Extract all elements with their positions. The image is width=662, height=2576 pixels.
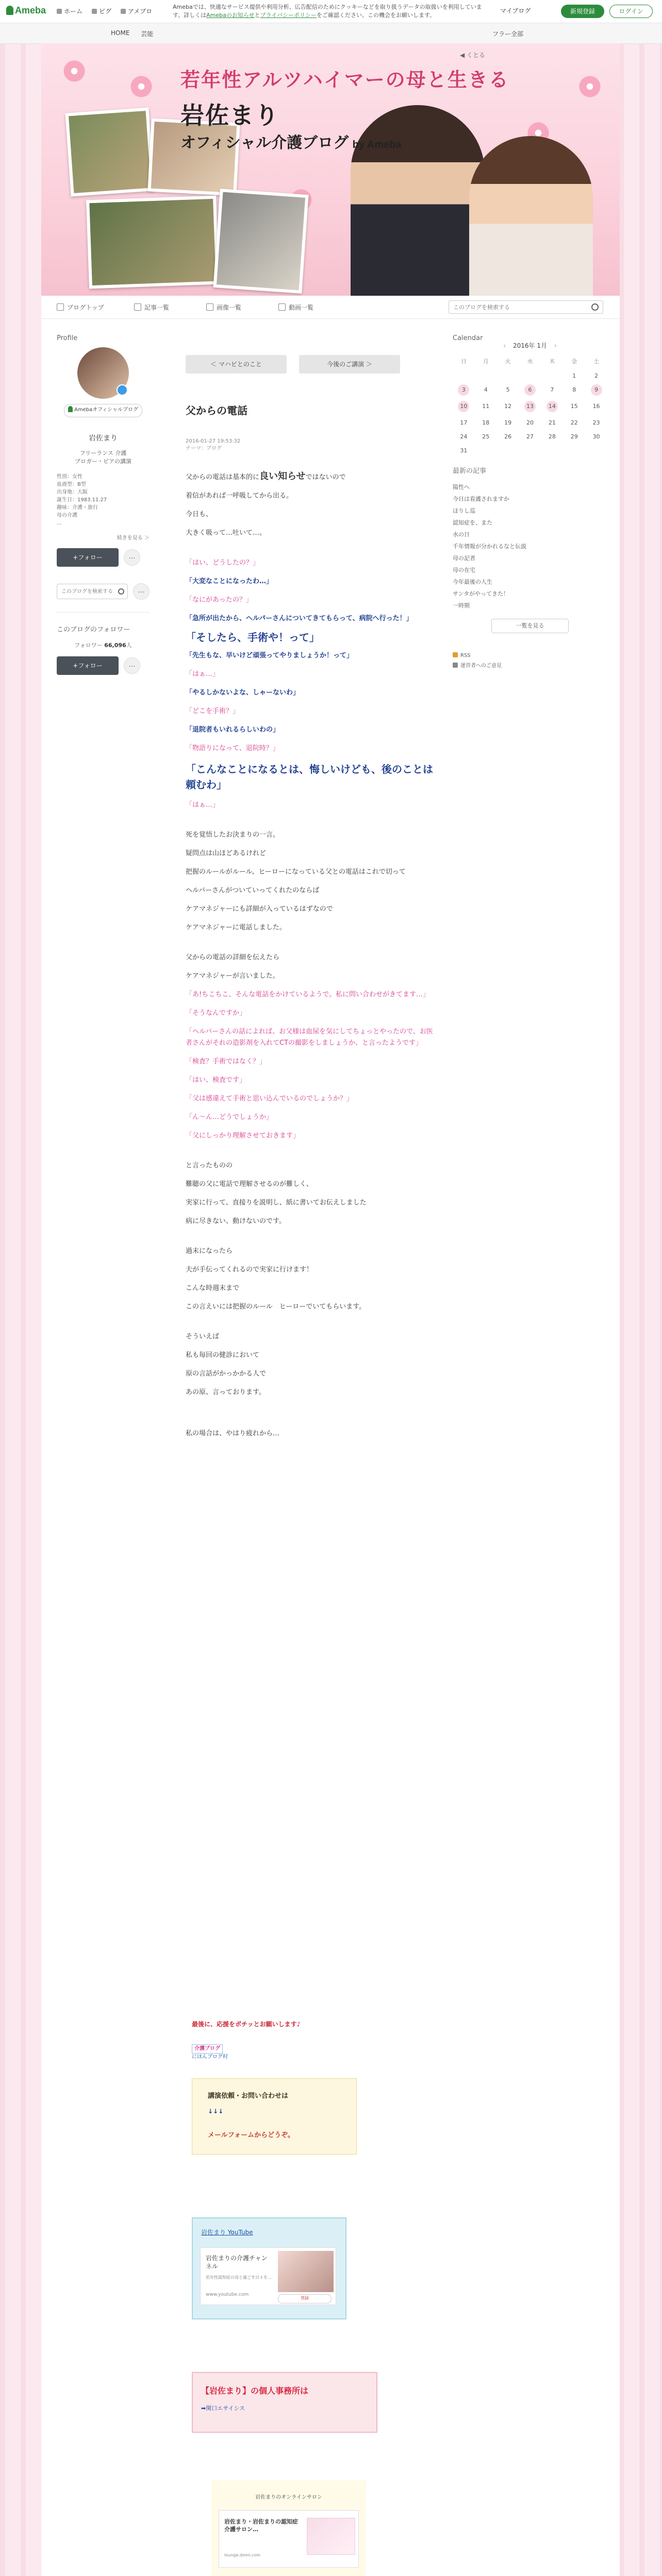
followers-number: 66,096 bbox=[104, 642, 126, 649]
tab-label: ブログトップ bbox=[67, 304, 104, 311]
paragraph-text: 「はぁ…」 bbox=[186, 801, 220, 809]
channel-desc: 若年性認知症の母と過ごす日々を… bbox=[206, 2275, 272, 2280]
image-icon bbox=[206, 303, 213, 311]
paragraph-text: 夫が手伝ってくれるので実家に行けます！ bbox=[186, 1266, 313, 1274]
article-paragraph bbox=[186, 1112, 438, 1123]
calendar-day[interactable]: 17 bbox=[460, 419, 468, 426]
paragraph-text: 「はぁ…」 bbox=[186, 670, 220, 678]
calendar-day[interactable]: 1 bbox=[572, 372, 576, 379]
tab-label: 記事一覧 bbox=[144, 304, 170, 311]
article-paragraph bbox=[186, 650, 438, 662]
family-photo bbox=[65, 108, 155, 197]
article-body bbox=[186, 471, 438, 1439]
article-paragraph bbox=[186, 724, 438, 736]
ameba-logo-icon bbox=[6, 6, 13, 15]
calendar-day[interactable]: 30 bbox=[592, 433, 600, 440]
blog-search-input[interactable] bbox=[452, 301, 583, 313]
cookie-notice bbox=[173, 3, 482, 20]
rss-section bbox=[453, 651, 607, 671]
article-meta bbox=[186, 438, 438, 452]
article-paragraph bbox=[186, 1216, 438, 1227]
subnav-more[interactable]: フラー全部 bbox=[492, 30, 524, 38]
article-paragraph bbox=[186, 706, 438, 717]
follow-button-bottom[interactable]: +フォロー bbox=[57, 656, 119, 675]
paragraph-text: 「父にしっかり理解させておきます」 bbox=[186, 1132, 300, 1140]
salon-card bbox=[211, 2480, 366, 2576]
paragraph-text: 「物語りになって、退院時？」 bbox=[186, 744, 279, 752]
followers-label: フォロワー bbox=[74, 642, 103, 649]
recent-heading: 最新の記事 bbox=[453, 467, 487, 475]
back-link[interactable]: ◀ くとる bbox=[460, 52, 486, 59]
author-portrait bbox=[469, 136, 593, 296]
notice-link-news[interactable]: Amebaのお知らせ bbox=[206, 12, 255, 19]
calendar-day[interactable]: 9 bbox=[591, 384, 602, 396]
article-paragraph bbox=[186, 848, 438, 859]
blog-title-line2 bbox=[180, 130, 401, 152]
flower-decoration bbox=[129, 74, 154, 99]
calendar-day bbox=[453, 372, 475, 379]
article-paragraph bbox=[186, 613, 438, 624]
calendar-day[interactable]: 10 bbox=[458, 401, 469, 412]
home-icon bbox=[57, 9, 62, 14]
calendar-day[interactable]: 18 bbox=[482, 419, 490, 426]
paragraph-text: 大きく吸って…吐いて…。 bbox=[186, 529, 267, 537]
nav-ameblo[interactable] bbox=[121, 7, 152, 15]
article-paragraph bbox=[186, 1160, 438, 1172]
weekday-label: 水 bbox=[527, 358, 533, 365]
paragraph-text: 「やるしかないよな、しゃーないわ」 bbox=[186, 689, 300, 697]
contact-title: 講演依頼・お問い合わせは bbox=[208, 2092, 289, 2100]
paragraph-text: 「検査？手術ではなく？」 bbox=[186, 1058, 267, 1065]
paragraph-text: 「なにがあったの？」 bbox=[186, 596, 253, 604]
paragraph-text: ヘルパーさんがついていってくれたのならば bbox=[186, 887, 320, 894]
tab-entry-list[interactable] bbox=[134, 303, 169, 312]
article-paragraph bbox=[186, 1179, 438, 1190]
paragraph-text: 難聴の父に電話で理解させるのが難しく、 bbox=[186, 1180, 313, 1188]
spacer bbox=[186, 1149, 438, 1160]
paragraph-text: 着信があれば一呼吸してから出る。 bbox=[186, 492, 293, 500]
youtube-card bbox=[192, 2217, 346, 2319]
prev-article-button[interactable]: ＜ マハビとのこと bbox=[186, 355, 287, 374]
paragraph-text: こんな時週末まで bbox=[186, 1284, 240, 1292]
rss-label: RSS bbox=[460, 653, 471, 658]
office-card bbox=[192, 2372, 377, 2433]
blog-subtitle: 若年性アルツハイマーの母と生きる bbox=[180, 70, 509, 91]
weekday-label: 土 bbox=[593, 358, 600, 365]
nav-label: ピグ bbox=[99, 8, 112, 15]
paragraph-text: 「こんなことになるとは、悔しいけども、後のことは頼むわ」 bbox=[186, 763, 433, 791]
profile-name[interactable]: 岩佐まり bbox=[89, 434, 118, 443]
paragraph-text: ケアマネジャーに電話しました。 bbox=[186, 924, 286, 931]
article-paragraph bbox=[186, 1008, 438, 1019]
recent-article-link[interactable]: 水の日 bbox=[453, 531, 470, 538]
notice-text: Amebaでは、快適なサービス提供や利用分析、広告配信のためにクッキーなどを取り扱うデータの取扱いを利用しています。詳しくは bbox=[173, 4, 482, 19]
blog-title2-text: オフィシャル介護ブログ bbox=[180, 134, 349, 151]
recent-article-link[interactable]: ほりし巡 bbox=[453, 507, 475, 514]
calendar-day[interactable]: 21 bbox=[548, 419, 556, 426]
article-paragraph bbox=[186, 1246, 438, 1257]
subnav-item[interactable]: 芸能 bbox=[141, 30, 154, 38]
paragraph-text: 「父は感違えて手術と思い込んでいるのでしょうか？」 bbox=[186, 1095, 354, 1103]
article-paragraph bbox=[186, 1130, 438, 1142]
article-paragraph bbox=[186, 1075, 438, 1086]
ameba-header bbox=[0, 0, 662, 23]
rss-link[interactable] bbox=[453, 651, 607, 661]
right-sidebar bbox=[453, 334, 607, 671]
followers-count[interactable] bbox=[57, 641, 150, 649]
paragraph-text: 「はい、どうしたの？」 bbox=[186, 559, 260, 567]
contact-arrows: ↓↓↓ bbox=[208, 2108, 224, 2115]
article-paragraph bbox=[186, 1387, 438, 1398]
calendar-day[interactable]: 19 bbox=[504, 419, 512, 426]
paragraph-text: 死を覚悟したお決まりの一言。 bbox=[186, 831, 280, 839]
tab-image-list[interactable] bbox=[206, 303, 241, 312]
salon-embed[interactable] bbox=[219, 2510, 359, 2568]
article-paragraph bbox=[186, 971, 438, 982]
article-paragraph bbox=[186, 743, 438, 754]
article-paragraph bbox=[186, 952, 438, 963]
recent-article-link[interactable]: 千年情報が分かれるなと伝説 bbox=[453, 543, 526, 550]
tab-label: 動画一覧 bbox=[289, 304, 314, 311]
article-paragraph bbox=[186, 687, 438, 699]
calendar-day[interactable]: 4 bbox=[484, 386, 488, 393]
follow-button[interactable]: +フォロー bbox=[57, 548, 119, 567]
recent-article-link[interactable]: 認知症を、また bbox=[453, 519, 492, 526]
more-options-button[interactable]: … bbox=[124, 657, 140, 674]
article-theme[interactable]: テーマ：ブログ bbox=[186, 446, 222, 451]
recent-article-link[interactable]: 今年最後の人生 bbox=[453, 579, 492, 585]
by-ameba: by Ameba bbox=[352, 139, 402, 150]
youtube-embed[interactable] bbox=[200, 2247, 336, 2305]
article-paragraph bbox=[186, 1301, 438, 1313]
paragraph-text: 「急所が出たから、ヘルパーさんについてきてもらって、病院へ行った！」 bbox=[186, 615, 413, 622]
followers-unit: 人 bbox=[126, 642, 132, 649]
paragraph-text: 「どこを手術？」 bbox=[186, 707, 240, 715]
article-paragraph bbox=[186, 1093, 438, 1105]
blog-title[interactable]: 岩佐まり bbox=[180, 103, 279, 129]
recent-article-link[interactable]: サンタがやってきた！ bbox=[453, 590, 509, 597]
ameblo-icon bbox=[121, 9, 126, 14]
spacer bbox=[186, 818, 438, 829]
tab-video-list[interactable] bbox=[278, 303, 313, 312]
calendar-day[interactable]: 11 bbox=[482, 403, 490, 410]
more-options-button[interactable]: … bbox=[124, 549, 140, 566]
calendar-day[interactable]: 23 bbox=[592, 419, 600, 426]
report-link[interactable] bbox=[453, 661, 607, 671]
calendar-day[interactable]: 13 bbox=[524, 401, 536, 412]
notice-link-privacy[interactable]: プライバシーポリシー bbox=[260, 12, 317, 19]
recent-article-link[interactable]: 今日は看護されますか bbox=[453, 496, 509, 502]
calendar-day[interactable]: 14 bbox=[547, 401, 558, 412]
header-nav bbox=[57, 7, 152, 15]
office-title: 【岩佐まり】の個人事務所は bbox=[201, 2386, 309, 2396]
paragraph-text: 疑問点は山ほどあるけれど bbox=[186, 850, 267, 857]
paragraph-text: そういえば bbox=[186, 1333, 220, 1341]
article-paragraph bbox=[186, 1056, 438, 1067]
spacer bbox=[186, 1405, 438, 1417]
blog-village-badge[interactable] bbox=[192, 2044, 228, 2061]
my-blog-link[interactable]: マイブログ bbox=[500, 7, 531, 14]
article-paragraph bbox=[186, 528, 438, 539]
report-label: 運営者へのご意見 bbox=[460, 663, 502, 669]
calendar-day[interactable]: 7 bbox=[550, 386, 554, 393]
paragraph-text: 「そしたら、手術や！って」 bbox=[186, 631, 320, 643]
weekday-label: 木 bbox=[549, 358, 555, 365]
verified-icon bbox=[117, 384, 128, 396]
recent-article-link[interactable]: 母の在宅 bbox=[453, 567, 475, 573]
see-all-button[interactable]: 一覧を見る bbox=[491, 619, 569, 633]
calendar-day[interactable]: 5 bbox=[506, 386, 510, 393]
paragraph-text: ケアマネジャーにも詳細が入っているはずなので bbox=[186, 905, 333, 913]
notice-text: と bbox=[254, 12, 260, 19]
tab-label: 画像一覧 bbox=[217, 304, 242, 311]
paragraph-text: 原の言話がかっかかる人で bbox=[186, 1370, 267, 1378]
spacer bbox=[186, 1234, 438, 1246]
article-paragraph bbox=[186, 557, 438, 569]
article-paragraph bbox=[186, 490, 438, 502]
video-icon bbox=[278, 303, 286, 311]
nav-label: ホーム bbox=[64, 8, 83, 15]
calendar-heading: Calendar bbox=[453, 334, 483, 342]
article-paragraph bbox=[186, 867, 438, 878]
paragraph-text: あの原、言っております。 bbox=[186, 1388, 266, 1396]
blog-page bbox=[41, 43, 620, 2576]
article-paragraph bbox=[186, 885, 438, 896]
article-paragraph bbox=[186, 761, 438, 792]
office-link[interactable]: ➡関口エサイシス bbox=[201, 2405, 245, 2412]
paragraph-text: 過末になったら bbox=[186, 1247, 233, 1255]
calendar-day[interactable]: 3 bbox=[458, 384, 469, 396]
paragraph-text: 「ヘルパーさんの話によれば、お父様は血尿を気にしてちょっとやったので、お医者さんがそれの造影剤を入れてCTの撮影をしましょうか、と言ったようです」 bbox=[186, 1028, 433, 1047]
sub-navigation bbox=[0, 23, 662, 44]
calendar-day[interactable]: 26 bbox=[504, 433, 512, 440]
calendar-day[interactable]: 2 bbox=[594, 372, 599, 379]
spacer bbox=[186, 546, 438, 557]
tab-blog-top[interactable] bbox=[57, 303, 104, 312]
nav-home[interactable] bbox=[57, 7, 82, 15]
nav-label: アメブロ bbox=[128, 8, 153, 15]
divider bbox=[57, 612, 150, 613]
article-date: 2016-01-27 19:53:32 bbox=[186, 438, 241, 444]
paragraph-text: 父からの電話は基本的に bbox=[186, 473, 260, 481]
paragraph-text: 把握のルールがルール、ヒーローになっている父との電話はこれで切って bbox=[186, 868, 406, 876]
calendar-grid bbox=[453, 357, 607, 454]
recent-article-link[interactable]: 陽性へ bbox=[453, 484, 470, 490]
paragraph-text: 「あ!ちこちこ、そんな電話をかけているようで。私に問い合わせがきてます…」 bbox=[186, 991, 429, 998]
official-blog-badge[interactable] bbox=[64, 404, 142, 417]
paragraph-text: 私の場合は、やはり疲れから… bbox=[186, 1430, 280, 1437]
sidebar-options-button[interactable]: … bbox=[133, 583, 150, 600]
calendar-day[interactable]: 15 bbox=[570, 403, 578, 410]
profile-heading: Profile bbox=[57, 334, 78, 342]
next-month-icon[interactable]: › bbox=[554, 342, 557, 349]
paragraph-text: ケアマネジャーが言いました。 bbox=[186, 972, 279, 980]
recent-article-link[interactable]: 一時期 bbox=[453, 602, 470, 609]
paragraph-text: 病に尽きない、動けないのです。 bbox=[186, 1217, 286, 1225]
register-button[interactable]: 新規登録 bbox=[561, 5, 604, 18]
spacer bbox=[186, 1320, 438, 1331]
article bbox=[186, 355, 438, 1447]
calendar-day[interactable]: 28 bbox=[548, 433, 556, 440]
paragraph-text: 実家に行って、直接りを説明し、紙に書いてお伝えしました bbox=[186, 1199, 367, 1207]
youtube-link[interactable]: 岩佐まり YouTube bbox=[201, 2229, 253, 2236]
channel-thumbnail bbox=[278, 2251, 334, 2292]
blog-tabs bbox=[41, 296, 620, 319]
calendar-day[interactable]: 12 bbox=[504, 403, 512, 410]
calendar-day[interactable]: 16 bbox=[592, 403, 600, 410]
official-label: Amebaオフィシャルブログ bbox=[74, 407, 138, 413]
channel-name: 岩佐まりの介護チャンネル bbox=[206, 2255, 268, 2270]
report-icon bbox=[453, 663, 458, 668]
salon-title: 岩佐まりのオンラインサロン bbox=[255, 2495, 322, 2500]
calendar-day[interactable]: 31 bbox=[460, 447, 468, 454]
article-paragraph bbox=[186, 904, 438, 915]
paragraph-text: この言えいには把握のルール ヒーローでいてもらいます。 bbox=[186, 1303, 366, 1311]
paragraph-text: 父からの電話の詳細を伝えたら bbox=[186, 954, 280, 961]
badge-sub: にほんブログ村 bbox=[192, 2054, 228, 2060]
paragraph-text: 「大変なことになったわ…」 bbox=[186, 578, 273, 585]
notice-text: をご確認ください。この機会をお願いします。 bbox=[316, 12, 436, 19]
article-paragraph bbox=[186, 1331, 438, 1343]
article-paragraph bbox=[186, 922, 438, 934]
paragraph-text: ではないので bbox=[305, 473, 346, 481]
subscribe-button[interactable]: 登録 bbox=[278, 2294, 332, 2303]
followers-heading: このブログのフォロワー bbox=[57, 626, 130, 634]
calendar-day[interactable]: 8 bbox=[572, 386, 576, 393]
paragraph-text: 「そうなんですか」 bbox=[186, 1009, 246, 1017]
contact-form-link[interactable]: メールフォームからどうぞ。 bbox=[208, 2131, 294, 2139]
article-paragraph bbox=[186, 989, 438, 1001]
flower-decoration bbox=[577, 74, 602, 99]
calendar-day bbox=[475, 372, 497, 379]
logo-text: Ameba bbox=[15, 5, 46, 15]
article-paragraph bbox=[186, 669, 438, 680]
article-paragraph bbox=[186, 595, 438, 606]
flower-decoration bbox=[62, 59, 87, 83]
paragraph-text: 「はい、検査です」 bbox=[186, 1076, 246, 1084]
calendar-day[interactable]: 24 bbox=[460, 433, 468, 440]
profile-sidebar bbox=[57, 334, 150, 675]
blog-search bbox=[449, 300, 603, 314]
search-icon[interactable] bbox=[591, 303, 599, 311]
prev-month-icon[interactable]: ‹ bbox=[503, 342, 506, 349]
article-paragraph bbox=[186, 509, 438, 520]
login-button[interactable]: ログイン bbox=[609, 5, 653, 18]
rss-icon bbox=[453, 652, 458, 657]
paragraph-text: 「ん〜ん…どうでしょうか」 bbox=[186, 1113, 273, 1121]
article-title[interactable]: 父からの電話 bbox=[186, 404, 247, 417]
weekday-label: 日 bbox=[460, 358, 467, 365]
paragraph-text: と言ったものの bbox=[186, 1162, 233, 1170]
subnav-item[interactable]: HOME bbox=[111, 29, 130, 37]
recent-list bbox=[453, 481, 607, 612]
calendar-day[interactable]: 27 bbox=[526, 433, 534, 440]
sidebar-search bbox=[57, 584, 128, 599]
home-icon bbox=[57, 303, 64, 311]
article-paragraph bbox=[186, 1283, 438, 1294]
calendar-day[interactable]: 20 bbox=[526, 419, 534, 426]
month-label: 2016年 1月 bbox=[513, 342, 547, 349]
article-paragraph bbox=[186, 829, 438, 841]
recent-article-link[interactable]: 母の記者 bbox=[453, 555, 475, 562]
article-paragraph bbox=[186, 576, 438, 587]
avatar[interactable] bbox=[77, 347, 129, 399]
next-article-button[interactable]: 今後のご講演 ＞ bbox=[299, 355, 400, 374]
channel-url: www.youtube.com bbox=[206, 2292, 249, 2297]
paragraph-emphasis: 良い知らせ bbox=[259, 471, 306, 482]
search-icon[interactable] bbox=[118, 588, 124, 595]
calendar-day[interactable]: 29 bbox=[570, 433, 578, 440]
calendar-day[interactable]: 25 bbox=[482, 433, 490, 440]
weekday-label: 金 bbox=[571, 358, 577, 365]
article-paragraph bbox=[186, 1026, 438, 1049]
profile-detail: 性別：女性 血液型：B型 出身地：大阪 誕生日：1983.11.27 趣味：介護・旅行 母の介護 ... bbox=[57, 474, 107, 526]
weekday-label: 火 bbox=[505, 358, 511, 365]
sidebar-search-input[interactable] bbox=[60, 584, 120, 599]
nav-pigg[interactable] bbox=[92, 7, 111, 15]
salon-url: lounge.dmm.com bbox=[224, 2553, 261, 2557]
paragraph-text: 今日も、 bbox=[186, 511, 213, 518]
calendar-month bbox=[453, 341, 607, 350]
salon-thumbnail bbox=[307, 2518, 355, 2555]
pigg-icon bbox=[92, 9, 97, 14]
family-photo bbox=[213, 189, 309, 294]
paragraph-text: 「先生もな、早いけど頑張ってやりましょうか！って」 bbox=[186, 652, 354, 659]
badge-label: 介護ブログ bbox=[192, 2044, 223, 2054]
blog-header-banner bbox=[41, 43, 620, 296]
article-paragraph bbox=[186, 800, 438, 811]
article-paragraph bbox=[186, 1428, 438, 1439]
calendar-day bbox=[541, 372, 563, 379]
calendar-day[interactable]: 22 bbox=[570, 419, 578, 426]
article-paragraph bbox=[186, 1197, 438, 1209]
profile-job: フリーランス 介護 ブロガー・ピアの講演 bbox=[75, 450, 131, 465]
calendar-day[interactable]: 6 bbox=[524, 384, 536, 396]
ameba-icon bbox=[68, 406, 73, 412]
article-paragraph bbox=[186, 632, 438, 643]
article-paragraph bbox=[186, 1350, 438, 1361]
list-icon bbox=[134, 303, 141, 311]
ameba-logo[interactable] bbox=[6, 5, 46, 16]
article-paragraph bbox=[186, 471, 438, 483]
profile-more-link[interactable]: 続きを見る ＞ bbox=[117, 535, 150, 541]
cheer-text: 最後に、応援をポチッとお願いします♪ bbox=[192, 2021, 301, 2028]
article-paragraph bbox=[186, 1368, 438, 1380]
spacer bbox=[186, 941, 438, 952]
weekday-label: 月 bbox=[483, 358, 489, 365]
spacer bbox=[186, 1417, 438, 1428]
contact-card bbox=[192, 2078, 357, 2155]
family-photo bbox=[86, 196, 219, 289]
calendar-day bbox=[519, 372, 541, 379]
salon-name: 岩佐まり・岩佐まりの認知症介護サロン… bbox=[224, 2518, 298, 2533]
calendar-day bbox=[497, 372, 519, 379]
paragraph-text: 「退院者もいれるらしいわの」 bbox=[186, 726, 280, 734]
paragraph-text: 私も毎回の健診において bbox=[186, 1351, 260, 1359]
article-paragraph bbox=[186, 1264, 438, 1276]
